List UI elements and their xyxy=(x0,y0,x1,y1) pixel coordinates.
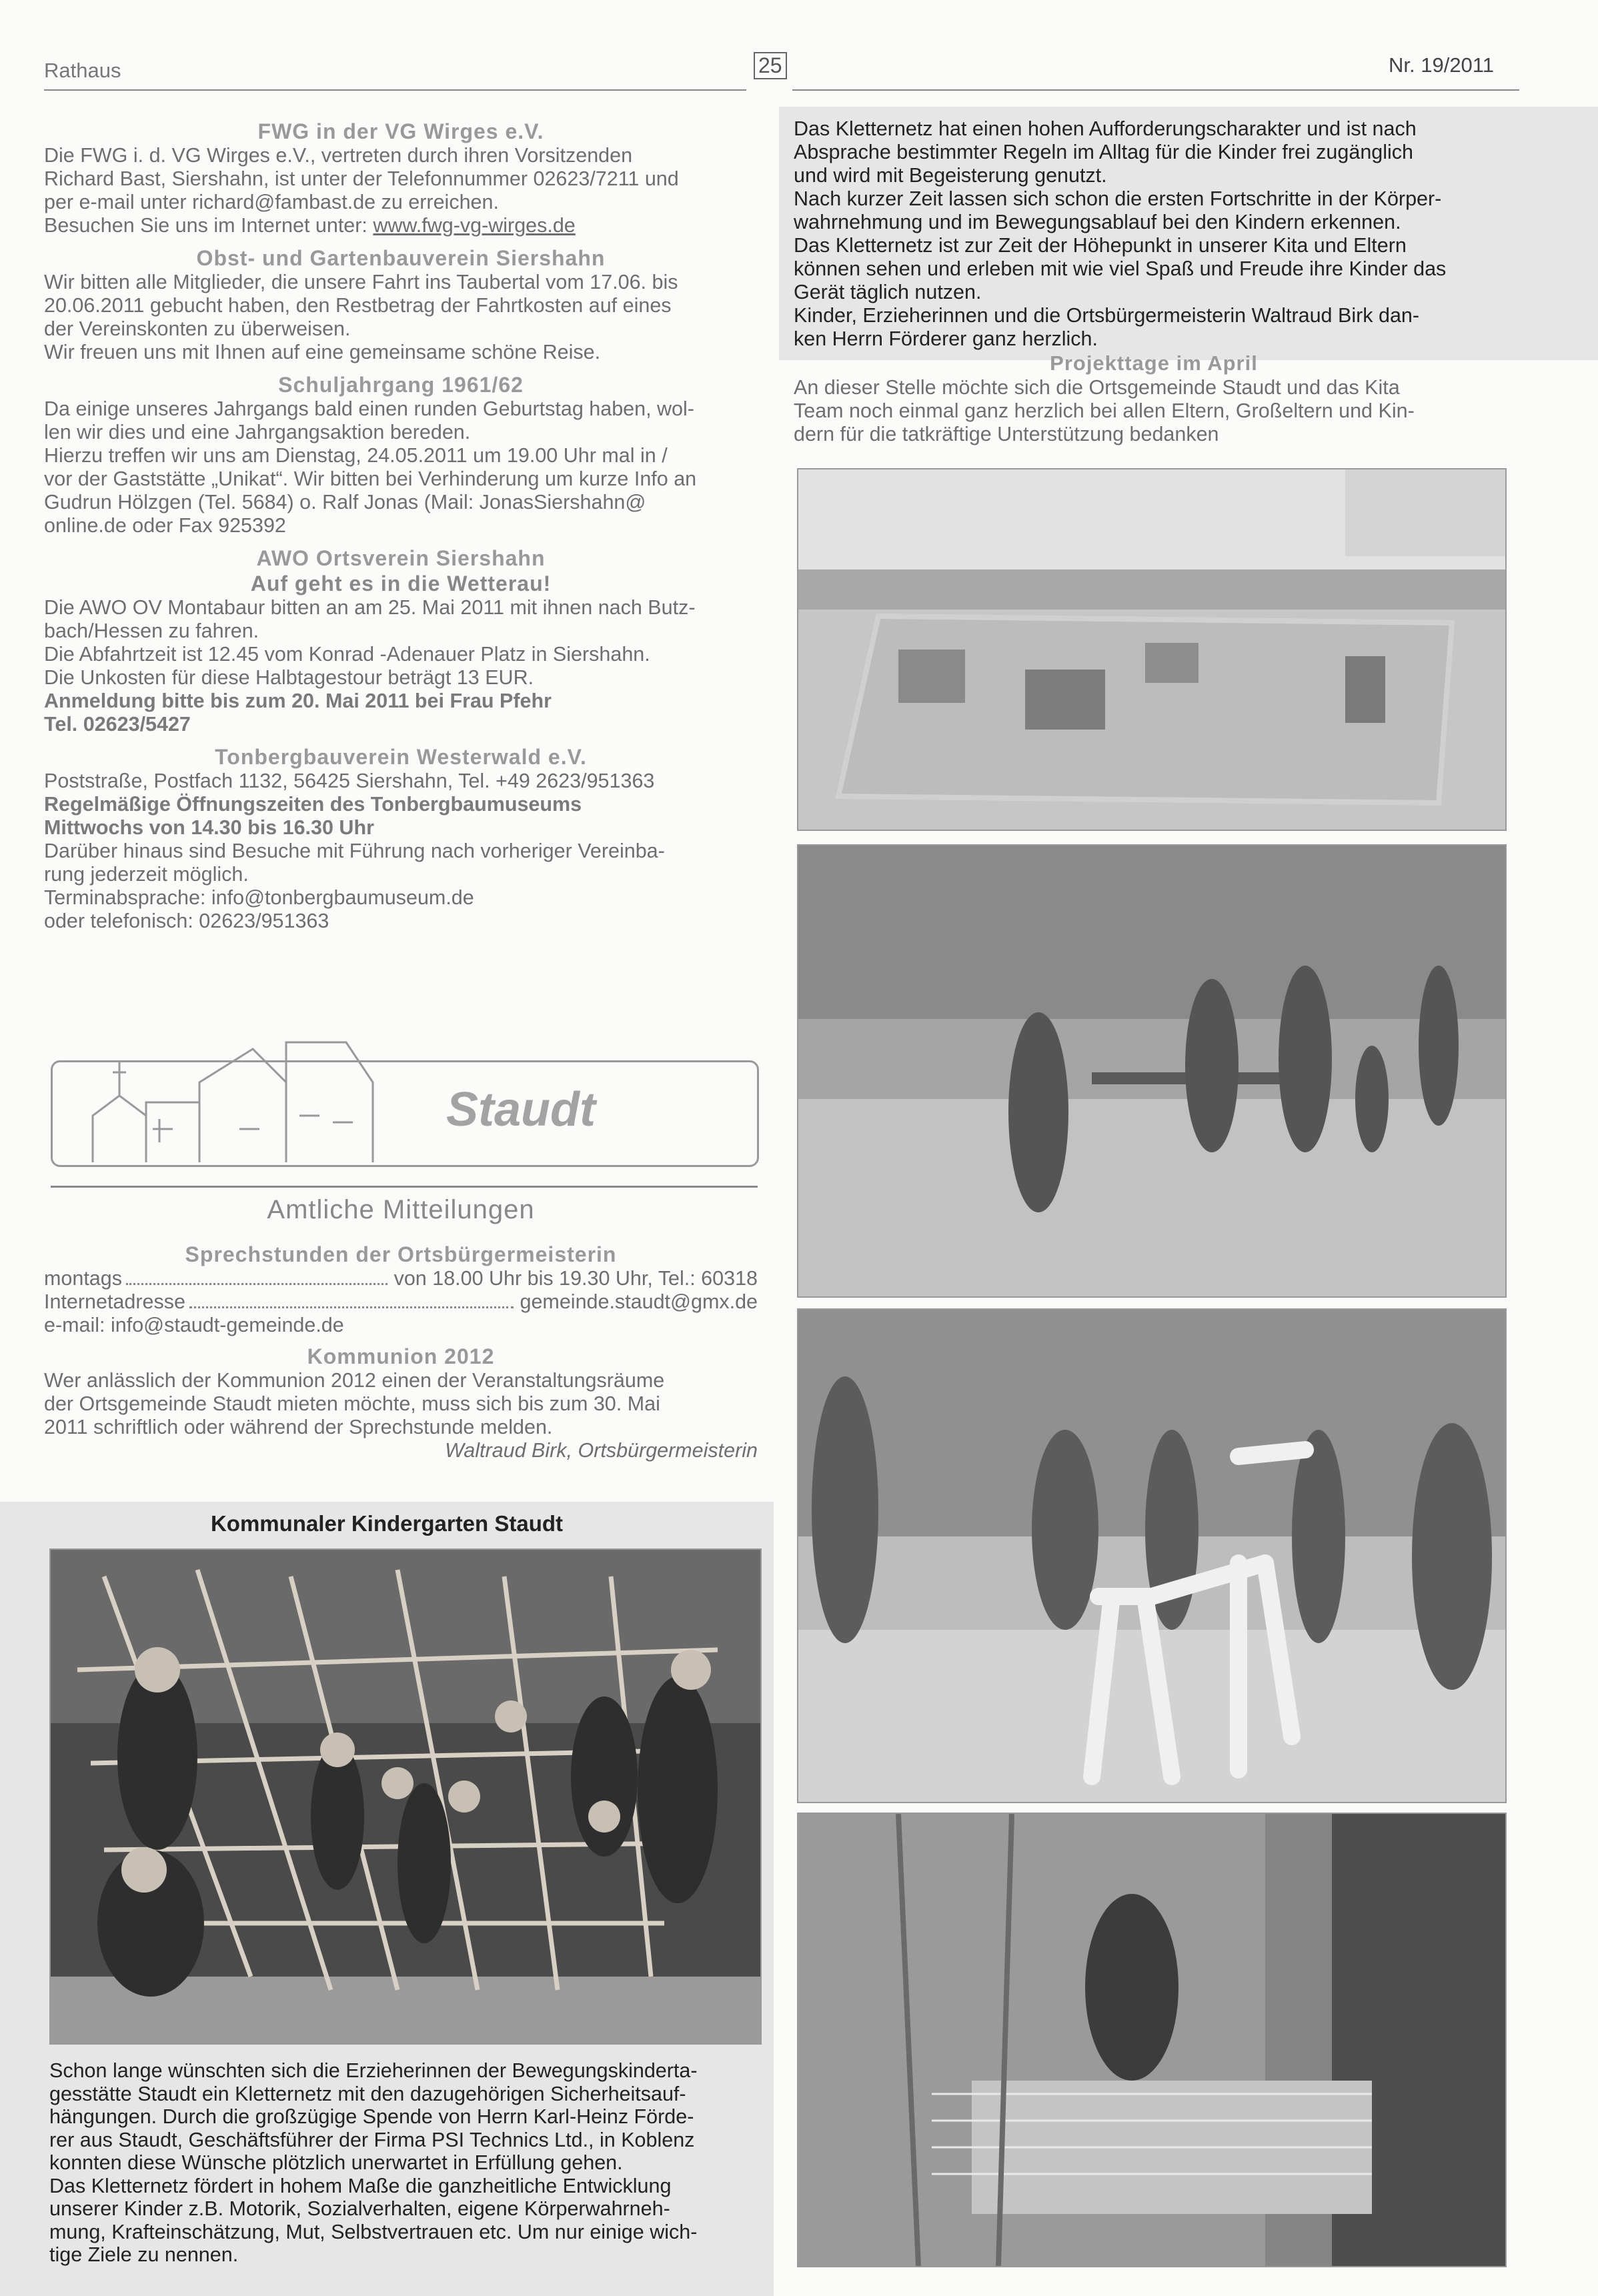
awo-block xyxy=(44,545,758,736)
staudt-banner-title: Staudt xyxy=(446,1083,596,1136)
kiga-line: unserer Kinder z.B. Motorik, Sozialverhalten, eigene Körperwahrneh- xyxy=(49,2197,670,2220)
ton-line: Terminabsprache: info@tonbergbaumuseum.de xyxy=(44,886,474,909)
fwg-line: Die FWG i. d. VG Wirges e.V., vertreten durch ihren Vorsitzenden xyxy=(44,144,633,167)
obst-line: 20.06.2011 gebucht haben, den Restbetrag der Fahrtkosten auf eines xyxy=(44,294,672,317)
projekt-line: An dieser Stelle möchte sich die Ortsgemeinde Staudt und das Kita xyxy=(794,376,1400,399)
schul-line: Gudrun Hölzgen (Tel. 5684) o. Ralf Jonas (Mail: JonasSiershahn@ xyxy=(44,491,646,513)
fwg-website-link[interactable]: www.fwg-vg-wirges.de xyxy=(373,214,576,237)
projekt-line: dern für die tatkräftige Unterstützung bedanken xyxy=(794,423,1219,445)
kindergarten-heading: Kommunaler Kindergarten Staudt xyxy=(210,1511,564,1536)
sprech-heading: Sprechstunden der Ortsbürgermeisterin xyxy=(185,1242,617,1266)
awo-subheading: Auf geht es in die Wetterau! xyxy=(250,571,552,596)
sprech-row-value: von 18.00 Uhr bis 19.30 Uhr, Tel.: 60318 xyxy=(393,1267,758,1290)
village-logo-icon xyxy=(79,1036,440,1162)
ton-line: rung jederzeit möglich. xyxy=(44,863,249,886)
awo-line: Die Abfahrtzeit ist 12.45 vom Konrad -Adenauer Platz in Siershahn. xyxy=(44,643,650,666)
right-column xyxy=(794,117,1514,446)
cont-line: Nach kurzer Zeit lassen sich schon die ersten Fortschritte in der Körper- xyxy=(794,187,1442,210)
schul-line: len wir dies und eine Jahrgangsaktion bereden. xyxy=(44,421,471,443)
obst-heading: Obst- und Gartenbauverein Siershahn xyxy=(196,246,606,270)
fwg-line xyxy=(44,214,758,237)
fwg-heading: FWG in der VG Wirges e.V. xyxy=(257,119,544,143)
amtliche-rule xyxy=(51,1186,758,1188)
cont-line: Kinder, Erzieherinnen und die Ortsbürgermeisterin Waltraud Birk dan- xyxy=(794,304,1420,327)
amtliche-heading: Amtliche Mitteilungen xyxy=(267,1195,535,1224)
ton-bold-line: Regelmäßige Öffnungszeiten des Tonbergbaumuseums xyxy=(44,793,582,816)
cont-line: ken Herrn Förderer ganz herzlich. xyxy=(794,327,1098,350)
cont-line: Das Kletternetz ist zur Zeit der Höhepunkt in unserer Kita und Eltern xyxy=(794,234,1407,257)
issue-number: Nr. 19/2011 xyxy=(1389,53,1494,77)
projekt-line: Team noch einmal ganz herzlich bei allen Eltern, Großeltern und Kin- xyxy=(794,399,1415,422)
obst-line: Wir bitten alle Mitglieder, die unsere Fahrt ins Taubertal vom 17.06. bis xyxy=(44,271,678,293)
fwg-line-text: Besuchen Sie uns im Internet unter: xyxy=(44,214,367,237)
ton-line: Darüber hinaus sind Besuche mit Führung nach vorheriger Vereinba- xyxy=(44,840,665,862)
cont-line: Absprache bestimmter Regeln im Alltag für die Kinder frei zugänglich xyxy=(794,141,1414,163)
dot-leader xyxy=(189,1306,514,1308)
schul-line: Da einige unseres Jahrgangs bald einen runden Geburtstag haben, wol- xyxy=(44,397,694,420)
ton-bold-line: Mittwochs von 14.30 bis 16.30 Uhr xyxy=(44,816,374,839)
page-number: 25 xyxy=(754,52,787,79)
staudt-mitteilungen xyxy=(44,1194,758,1462)
obst-line: Wir freuen uns mit Ihnen auf eine gemeinsame schöne Reise. xyxy=(44,341,601,363)
workshop-photo-3 xyxy=(797,1813,1507,2267)
awo-line: Die Unkosten für diese Halbtagestour beträgt 13 EUR. xyxy=(44,666,534,689)
playground-photo xyxy=(797,468,1507,831)
header-rule-right xyxy=(792,89,1519,91)
kiga-line: tige Ziele zu nennen. xyxy=(49,2243,239,2266)
kiga-line: rer aus Staudt, Geschäftsführer der Firma PSI Technics Ltd., in Koblenz xyxy=(49,2128,695,2151)
schul-heading: Schuljahrgang 1961/62 xyxy=(278,373,524,397)
ton-address: Poststraße, Postfach 1132, 56425 Siershahn, Tel. +49 2623/951363 xyxy=(44,770,655,792)
awo-line: Die AWO OV Montabaur bitten an am 25. Mai 2011 mit ihnen nach Butz- xyxy=(44,596,696,619)
climbing-net-photo xyxy=(49,1548,762,2045)
awo-bold-line: Anmeldung bitte bis zum 20. Mai 2011 bei Frau Pfehr xyxy=(44,690,552,712)
kommunion-line: der Ortsgemeinde Staudt mieten möchte, muss sich bis zum 30. Mai xyxy=(44,1392,660,1415)
cont-line: Gerät täglich nutzen. xyxy=(794,281,982,303)
kommunion-line: 2011 schriftlich oder während der Sprechstunde melden. xyxy=(44,1416,553,1438)
kiga-line: hängungen. Durch die großzügige Spende von Herrn Karl-Heinz Förde- xyxy=(49,2105,694,2128)
kommunion-line: Wer anlässlich der Kommunion 2012 einen der Veranstaltungsräume xyxy=(44,1369,665,1392)
sprech-row-value: gemeinde.staudt@gmx.de xyxy=(520,1290,758,1313)
header-rule-left xyxy=(44,89,746,91)
email-line: e-mail: info@staudt-gemeinde.de xyxy=(44,1314,344,1336)
cont-line: Das Kletternetz hat einen hohen Aufforderungscharakter und ist nach xyxy=(794,117,1417,140)
section-label: Rathaus xyxy=(44,59,121,82)
fwg-line: per e-mail unter richard@fambast.de zu erreichen. xyxy=(44,191,499,213)
projekt-block xyxy=(794,351,1514,446)
kommunion-heading: Kommunion 2012 xyxy=(307,1344,495,1368)
kindergarten-text xyxy=(49,2059,763,2267)
ton-line: oder telefonisch: 02623/951363 xyxy=(44,910,329,932)
kindergarten-box xyxy=(0,1502,774,2296)
kiga-line: konnten diese Wünsche plötzlich unerwartet in Erfüllung gehen. xyxy=(49,2151,623,2174)
obst-line: der Vereinskonten zu überweisen. xyxy=(44,317,351,340)
cont-line: können sehen und erleben mit wie viel Spaß und Freude ihre Kinder das xyxy=(794,257,1447,280)
sprech-row-label: Internetadresse xyxy=(44,1290,185,1313)
fwg-block xyxy=(44,119,758,237)
staudt-banner xyxy=(51,1060,759,1167)
ton-heading: Tonbergbauverein Westerwald e.V. xyxy=(215,745,587,769)
sprech-row-montags xyxy=(44,1267,758,1290)
dot-leader xyxy=(126,1282,387,1285)
kiga-line: mung, Krafteinschätzung, Mut, Selbstvertrauen etc. Um nur einige wich- xyxy=(49,2220,698,2243)
projekt-heading: Projekttage im April xyxy=(1050,351,1258,375)
kiga-line: Das Kletternetz fördert in hohem Maße die ganzheitliche Entwicklung xyxy=(49,2174,672,2197)
schul-line: online.de oder Fax 925392 xyxy=(44,514,286,537)
left-column xyxy=(44,119,758,933)
workshop-photo-1 xyxy=(797,844,1507,1298)
ton-block xyxy=(44,744,758,933)
sprech-row-label: montags xyxy=(44,1267,122,1290)
fwg-line: Richard Bast, Siershahn, ist unter der Telefonnummer 02623/7211 und xyxy=(44,167,679,190)
obst-block xyxy=(44,245,758,364)
awo-line: bach/Hessen zu fahren. xyxy=(44,620,259,642)
kiga-line: gesstätte Staudt ein Kletternetz mit den dazugehörigen Sicherheitsauf- xyxy=(49,2082,686,2105)
schul-line: Hierzu treffen wir uns am Dienstag, 24.05.2011 um 19.00 Uhr mal in / xyxy=(44,444,668,467)
schul-block xyxy=(44,372,758,537)
schul-line: vor der Gaststätte „Unikat“. Wir bitten bei Verhinderung um kurze Info an xyxy=(44,467,697,490)
workshop-photo-2 xyxy=(797,1308,1507,1803)
awo-bold-line: Tel. 02623/5427 xyxy=(44,713,191,736)
kiga-line: Schon lange wünschten sich die Erzieherinnen der Bewegungskinderta- xyxy=(49,2059,698,2082)
cont-line: wahrnehmung und im Bewegungsablauf bei den Kindern erkennen. xyxy=(794,211,1401,233)
cont-line: und wird mit Begeisterung genutzt. xyxy=(794,164,1107,187)
signature: Waltraud Birk, Ortsbürgermeisterin xyxy=(445,1439,758,1462)
awo-heading: AWO Ortsverein Siershahn xyxy=(256,546,546,570)
sprech-row-internet xyxy=(44,1290,758,1314)
